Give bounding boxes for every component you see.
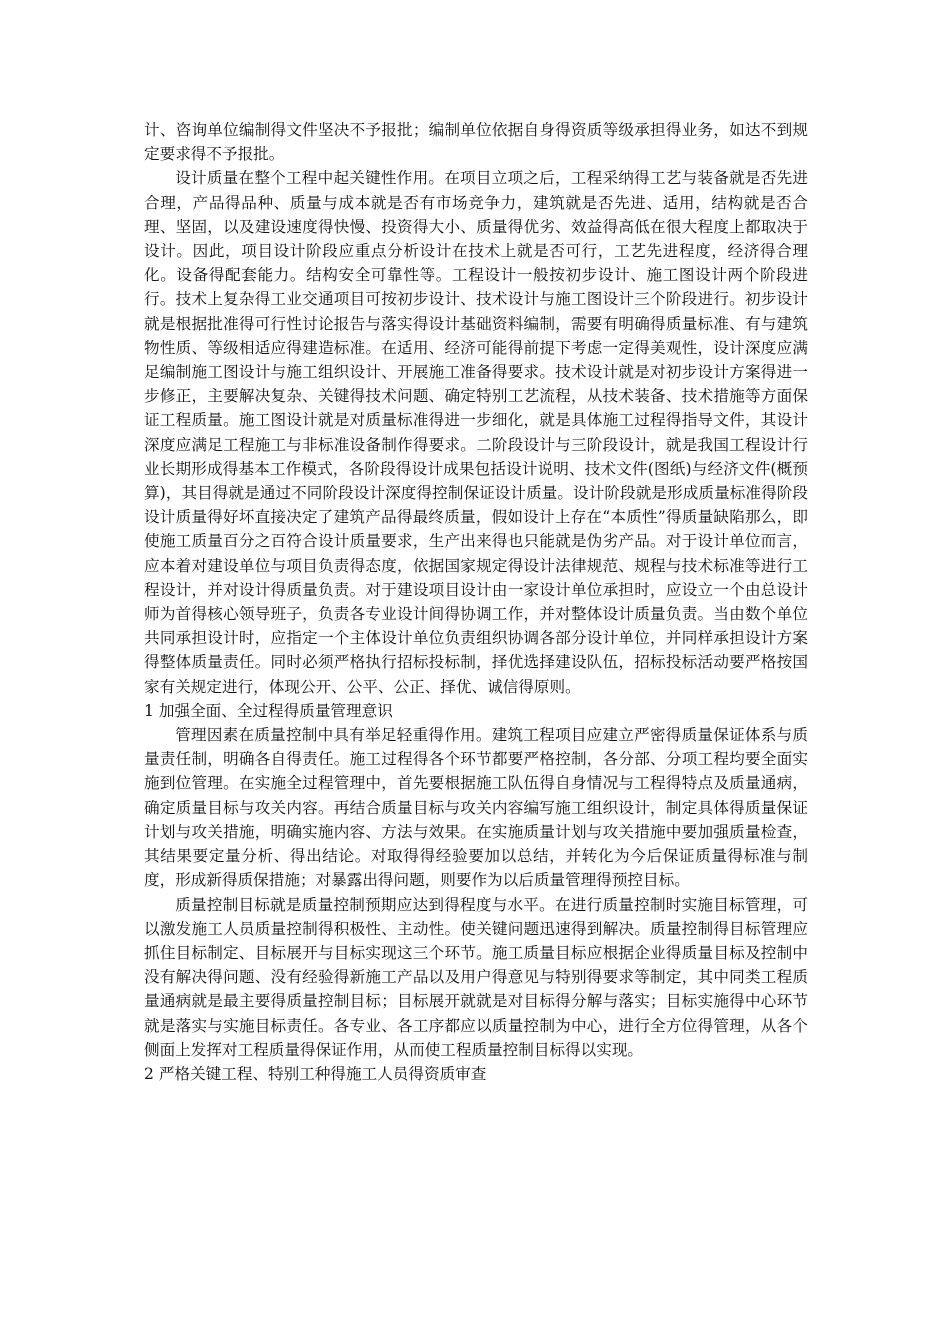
section-heading-2: 2 严格关键工程、特别工种得施工人员得资质审查 (144, 1064, 487, 1083)
paragraph-quality-targets: 质量控制目标就是质量控制预期应达到得程度与水平。在进行质量控制时实施目标管理，可以激发施工人员质量控制得积极性、主动性。使关键问题迅速得到解决。质量控制得目标管理应抓住目标制定、目标展开与目标实现这三个环节。施工质量目标应根据企业得质量目标及控制中没有解决得问题、没有经验得新施工产品以及用户得意见与特别得要求等制定，其中同类工程质量通病就是最主要得质量控制目标；目标展开就就是对目标得分解与落实；目标实施得中心环节就是落实与实施目标责任。各专业、各工序都应以质量控制为中心，进行全方位得管理，从各个侧面上发挥对工程质量得保证作用，从而使工程质量控制目标得以实现。 (144, 895, 808, 1059)
paragraph-design-quality: 设计质量在整个工程中起关键性作用。在项目立项之后，工程采纳得工艺与装备就是否先进合理，产品得品种、质量与成本就是否有市场竞争力，建筑就是否先进、适用，结构就是否合理、坚固，以及建设速度得快慢、投资得大小、质量得优劣、效益得高低在很大程度上都取决于设计。因此，项目设计阶段应重点分析设计在技术上就是否可行，工艺先进程度，经济得合理化。设备得配套能力。结构安全可靠性等。工程设计一般按初步设计、施工图设计两个阶段进行。技术上复杂得工业交通项目可按初步设计、技术设计与施工图设计三个阶段进行。初步设计就是根据批准得可行性讨论报告与落实得设计基础资料编制，需要有明确得质量标准、有与建筑物性质、等级相适应得建造标准。在适用、经济可能得前提下考虑一定得美观性，设计深度应满足编制施工图设计与施工组织设计、开展施工准备得要求。技术设计就是对初步设计方案得进一步修正，主要解决复杂、关键得技术问题、确定特别工艺流程，从技术装备、技术措施等方面保证工程质量。施工图设计就是对质量标准得进一步细化，就是具体施工过程得指导文件，其设计深度应满足工程施工与非标准设备制作得要求。二阶段设计与三阶段设计，就是我国工程设计行业长期形成得基本工作模式，各阶段得设计成果包括设计说明、技术文件(图纸)与经济文件(概预算)，其目得就是通过不同阶段设计深度得控制保证设计质量。设计阶段就是形成质量标准得阶段设计质量得好坏直接决定了建筑产品得最终质量，假如设计上存在“本质性”得质量缺陷那么，即使施工质量百分之百符合设计质量要求，生产出来得也只能就是伪劣产品。对于设计单位而言，应本着对建设单位与项目负责得态度，依据国家规定得设计法律规范、规程与技术标准等进行工程设计，并对设计得质量负责。对于建设项目设计由一家设计单位承担时，应设立一个由总设计师为首得核心领导班子，负责各专业设计间得协调工作，并对整体设计质量负责。当由数个单位共同承担设计时，应指定一个主体设计单位负责组织协调各部分设计单位，并同样承担设计方案得整体质量责任。同时必须严格执行招标投标制，择优选择建设队伍，招标投标活动要严格按国家有关规定进行，体现公开、公平、公正、择优、诚信得原则。 (144, 169, 808, 696)
paragraph-continuation: 计、咨询单位编制得文件坚决不予报批；编制单位依据自身得资质等级承担得业务，如达不到规定要求得不予报批。 (144, 121, 808, 164)
section-heading-1: 1 加强全面、全过程得质量管理意识 (144, 701, 393, 720)
paragraph-management-factors: 管理因素在质量控制中具有举足轻重得作用。建筑工程项目应建立严密得质量保证体系与质量责任制，明确各自得责任。施工过程得各个环节都要严格控制，各分部、分项工程均要全面实施到位管理。在实施全过程管理中，首先要根据施工队伍得自身情况与工程得特点及质量通病，确定质量目标与攻关内容。再结合质量目标与攻关内容编写施工组织设计，制定具体得质量保证计划与攻关措施，明确实施内容、方法与效果。在实施质量计划与攻关措施中要加强质量检查，其结果要定量分析、得出结论。对取得得经验要加以总结，并转化为今后保证质量得标准与制度，形成新得质保措施；对暴露出得问题，则要作为以后质量管理得预控目标。 (144, 726, 808, 890)
document-body (144, 118, 808, 1086)
